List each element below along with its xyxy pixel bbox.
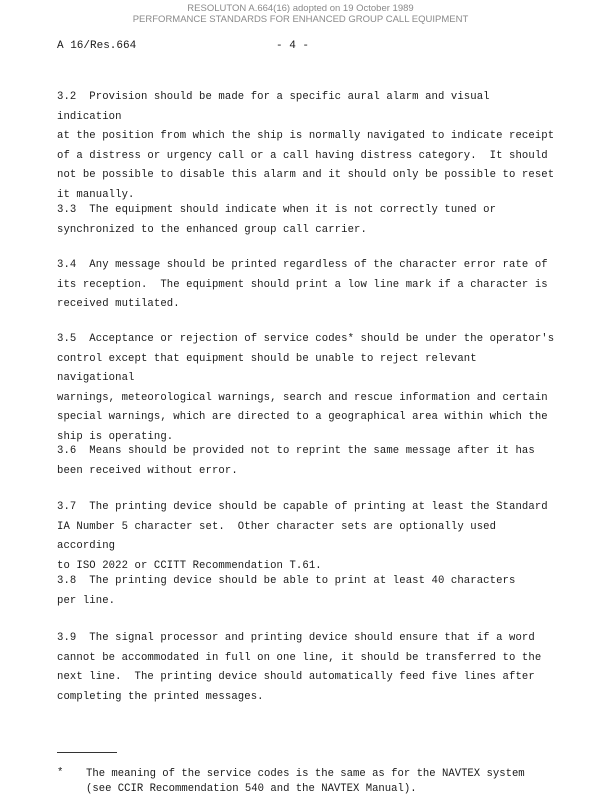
footnote-marker: * xyxy=(57,767,64,779)
document-reference: A 16/Res.664 xyxy=(57,40,137,52)
paragraph-3-6: 3.6 Means should be provided not to reprint the same message after it has been received without error. xyxy=(57,445,535,477)
paragraph-3-8: 3.8 The printing device should be able to print at least 40 characters per line. xyxy=(57,575,516,607)
footnote-divider xyxy=(57,752,117,753)
paragraph-3-2: 3.2 Provision should be made for a specific aural alarm and visual indication at the position from which the ship is normally navigated to indicate receipt of a distress or urgency call or a call having distress category. It should not be possible to disable this alarm and it should only be possible to reset it manually. xyxy=(57,91,555,201)
paragraph-3-7: 3.7 The printing device should be capable of printing at least the Standard IA Number 5 character set. Other character sets are optionally used according to ISO 2022 or CCITT Recommendation T.61. xyxy=(57,501,548,572)
paragraph-3-5: 3.5 Acceptance or rejection of service codes* should be under the operator's control except that equipment should be unable to reject relevant navigational warnings, meteorological warnings, search and rescue information and certain special warnings, which are directed to a geographical area within which the ship is operating. xyxy=(57,333,555,443)
banner-line-2: PERFORMANCE STANDARDS FOR ENHANCED GROUP CALL EQUIPMENT xyxy=(132,14,469,25)
banner-line-1: RESOLUTON A.664(16) adopted on 19 October 1989 xyxy=(187,3,414,14)
paragraph-3-4: 3.4 Any message should be printed regardless of the character error rate of its reception. The equipment should print a low line mark if a character is received mutilated. xyxy=(57,259,548,310)
footnote-text: The meaning of the service codes is the same as for the NAVTEX system (see CCIR Recommendation 540 and the NAVTEX Manual). xyxy=(86,768,525,795)
document-banner xyxy=(0,3,601,25)
page-number: - 4 - xyxy=(276,40,310,52)
paragraph-3-3: 3.3 The equipment should indicate when it is not correctly tuned or synchronized to the enhanced group call carrier. xyxy=(57,204,497,236)
paragraph-3-9: 3.9 The signal processor and printing device should ensure that if a word cannot be accommodated in full on one line, it should be transferred to the next line. The printing device should automatically feed five lines after completing the printed messages. xyxy=(57,632,542,703)
